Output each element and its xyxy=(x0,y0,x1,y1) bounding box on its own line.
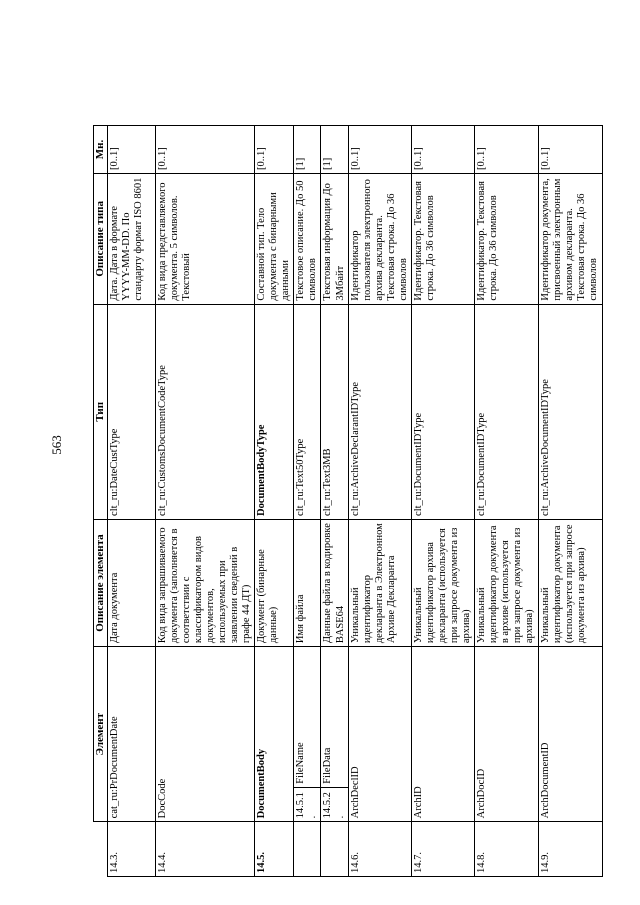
row-number: 14.7. xyxy=(411,822,474,877)
header-description: Описание элемента xyxy=(94,519,108,646)
elements-table xyxy=(93,125,603,877)
row-description: Уникальный идентификатор архива декларанта (используется при запросе документа из архива) xyxy=(411,519,474,646)
table-row xyxy=(294,126,321,877)
row-description: Уникальный идентификатор декларанта в Электронном Архиве Декларанта xyxy=(348,519,411,646)
header-type-description: Описание типа xyxy=(94,174,108,305)
row-description: Документ (бинарные данные) xyxy=(255,519,294,646)
row-multiplicity: [0..1] xyxy=(475,126,538,174)
row-type: DocumentBodyType xyxy=(255,304,294,519)
row-number xyxy=(321,822,348,877)
row-type: clt_ru:DateCustType xyxy=(107,304,155,519)
row-description: Имя файла xyxy=(294,519,321,646)
row-element: ArchDeclID xyxy=(348,647,411,822)
row-number: 14.3. xyxy=(107,822,155,877)
header-blank xyxy=(94,822,108,877)
header-element: Элемент xyxy=(94,647,108,822)
row-type: clt_ru:DocumentIDType xyxy=(411,304,474,519)
row-type-description: Дата. Дата в формате YYYY-MM-DD. По стандарту формат ISO 8601 xyxy=(107,174,155,305)
table-header-row xyxy=(94,126,108,877)
row-type-description: Идентификатор пользователя электронного архива декларанта. Текстовая строка. До 36 символов xyxy=(348,174,411,305)
row-element: cat_ru:PrDocumentDate xyxy=(107,647,155,822)
table-row xyxy=(538,126,602,877)
row-element: DocCode xyxy=(155,647,255,822)
table-row xyxy=(107,126,155,877)
header-type: Тип xyxy=(94,304,108,519)
table-row xyxy=(348,126,411,877)
row-multiplicity: [0..1] xyxy=(155,126,255,174)
row-type-description: Идентификатор документа, присвоенный электронным архивом декларанта. Текстовая строка. До 36 символов xyxy=(538,174,602,305)
row-number: 14.6. xyxy=(348,822,411,877)
header-multiplicity: Мн. xyxy=(94,126,108,174)
row-multiplicity: [1] xyxy=(294,126,321,174)
row-element: ArchID xyxy=(411,647,474,822)
row-multiplicity: [1] xyxy=(321,126,348,174)
row-number: 14.9. xyxy=(538,822,602,877)
row-type-description: Текстовая информация До 3Мбайт xyxy=(321,174,348,305)
row-type-description: Код вида представляемого документа. 5 символов. Текстовый xyxy=(155,174,255,305)
row-description: Уникальный идентификатор документа в архиве (используется при запросе документа из архива) xyxy=(475,519,538,646)
row-element: FileName xyxy=(294,647,321,788)
row-type-description: Составной тип. Тело документа с бинарными данными xyxy=(255,174,294,305)
table-row xyxy=(475,126,538,877)
row-type-description: Текстовое описание. До 50 символов xyxy=(294,174,321,305)
row-description: Дата документа xyxy=(107,519,155,646)
page-number: 563 xyxy=(49,435,64,455)
table-row xyxy=(321,126,348,877)
row-number xyxy=(294,822,321,877)
table-row xyxy=(255,126,294,877)
row-subnumber: 14.5.1. xyxy=(294,787,321,822)
row-subnumber: 14.5.2. xyxy=(321,787,348,822)
row-type: clt_ru:Text3MB xyxy=(321,304,348,519)
row-description: Код вида запрашиваемого документа (заполняется в соответствии с классификатором видов документов, используемых при заявлении сведений в графе 44 ДТ) xyxy=(155,519,255,646)
row-element: FileData xyxy=(321,647,348,788)
row-element: ArchDocumentID xyxy=(538,647,602,822)
table-row xyxy=(411,126,474,877)
table-row xyxy=(155,126,255,877)
row-description: Данные файла в кодировке BASE64 xyxy=(321,519,348,646)
row-number: 14.8. xyxy=(475,822,538,877)
row-description: Уникальный идентификатор документа (используется при запросе документа из архива) xyxy=(538,519,602,646)
row-multiplicity: [0..1] xyxy=(538,126,602,174)
row-type: clt_ru:Text50Type xyxy=(294,304,321,519)
row-type-description: Идентификатор. Текстовая строка. До 36 символов xyxy=(411,174,474,305)
row-multiplicity: [0..1] xyxy=(411,126,474,174)
row-type: clt_ru:CustomsDocumentCodeType xyxy=(155,304,255,519)
row-type-description: Идентификатор. Текстовая строка. До 36 символов xyxy=(475,174,538,305)
row-type: clt_ru:DocumentIDType xyxy=(475,304,538,519)
row-type: clt_ru:ArchiveDocumentIDType xyxy=(538,304,602,519)
row-element: DocumentBody xyxy=(255,647,294,822)
row-number: 14.4. xyxy=(155,822,255,877)
row-number: 14.5. xyxy=(255,822,294,877)
row-multiplicity: [0..1] xyxy=(348,126,411,174)
row-multiplicity: [0..1] xyxy=(255,126,294,174)
row-element: ArchDocID xyxy=(475,647,538,822)
rotated-table-container xyxy=(93,125,613,877)
row-type: clt_ru:ArchiveDeclarantIDType xyxy=(348,304,411,519)
row-multiplicity: [0..1] xyxy=(107,126,155,174)
